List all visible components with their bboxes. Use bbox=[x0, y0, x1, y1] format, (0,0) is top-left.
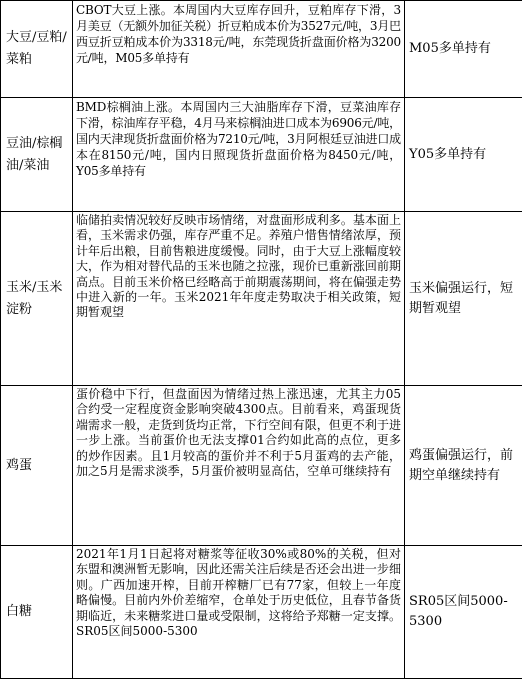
market-analysis: BMD棕榈油上涨。本周国内三大油脂库存下滑，豆菜油库存下滑，棕油库存平稳，4月马来棕榈油进口成本为6906元/吨，国内天津现货折盘面价格为7210元/吨，3月阿根廷豆油进口成本在8150元/吨，国内日照现货折盘面价格为8450元/吨，Y05多单持有 bbox=[73, 98, 405, 212]
commodity-name: 大豆/豆粕/菜粕 bbox=[1, 1, 73, 98]
strategy: M05多单持有 bbox=[405, 1, 522, 98]
market-analysis: 蛋价稳中下行，但盘面因为情绪过热上涨迅速，尤其主力05合约受一定程度资金影响突破4300点。目前看来，鸡蛋现货端需求一般，走货到货均正常，下行空间有限，但更不利于进一步上涨。当前蛋价也无法支撑01合约如此高的点位，更多的炒作因素。且1月较高的蛋价并不利于5月蛋鸡的去产能，加之5月是需求淡季，5月蛋价被明显高估，空单可继续持有 bbox=[73, 386, 405, 546]
strategy: SR05区间5000-5300 bbox=[405, 546, 522, 679]
market-analysis: CBOT大豆上涨。本周国内大豆库存回升，豆粕库存下滑，3月美豆（无额外加征关税）折豆粕成本价为3527元/吨，3月巴西豆折豆粕成本价为3318元/吨，东莞现货折盘面价格为3200元/吨，M05多单持有 bbox=[73, 1, 405, 98]
market-analysis: 临储拍卖情况较好反映市场情绪，对盘面形成利多。基本面上看，玉米需求仍强，库存严重不足。养殖户惜售情绪浓厚，预计年后出粮，目前售粮进度缓慢。同时，由于大豆上涨幅度较大，作为相对替代品的玉米也随之拉涨，现价已重新涨回前期高点。目前玉米价格已经略高于前期震荡期间，将在偏强走势中进入新的一年。玉米2021年年度走势取决于相关政策，短期暂观望 bbox=[73, 212, 405, 386]
table-row bbox=[1, 212, 522, 386]
strategy: 玉米偏强运行，短期暂观望 bbox=[405, 212, 522, 386]
market-analysis: 2021年1月1日起将对糖浆等征收30%或80%的关税，但对东盟和澳洲暂无影响，因此还需关注后续是否还会出进一步细则。广西加速开榨，目前开榨糖厂已有77家，但较上一年度略偏慢。目前内外价差缩窄，仓单处于历史低位，且春节备货期临近，未来糖浆进口量或受限制，这将给予郑糖一定支撑。SR05区间5000-5300 bbox=[73, 546, 405, 679]
strategy: 鸡蛋偏强运行，前期空单继续持有 bbox=[405, 386, 522, 546]
table-row bbox=[1, 98, 522, 212]
table-row bbox=[1, 386, 522, 546]
table-row bbox=[1, 1, 522, 98]
table-row bbox=[1, 546, 522, 679]
commodity-name: 鸡蛋 bbox=[1, 386, 73, 546]
strategy: Y05多单持有 bbox=[405, 98, 522, 212]
commodity-name: 豆油/棕榈油/菜油 bbox=[1, 98, 73, 212]
commodity-name: 白糖 bbox=[1, 546, 73, 679]
commodity-name: 玉米/玉米淀粉 bbox=[1, 212, 73, 386]
